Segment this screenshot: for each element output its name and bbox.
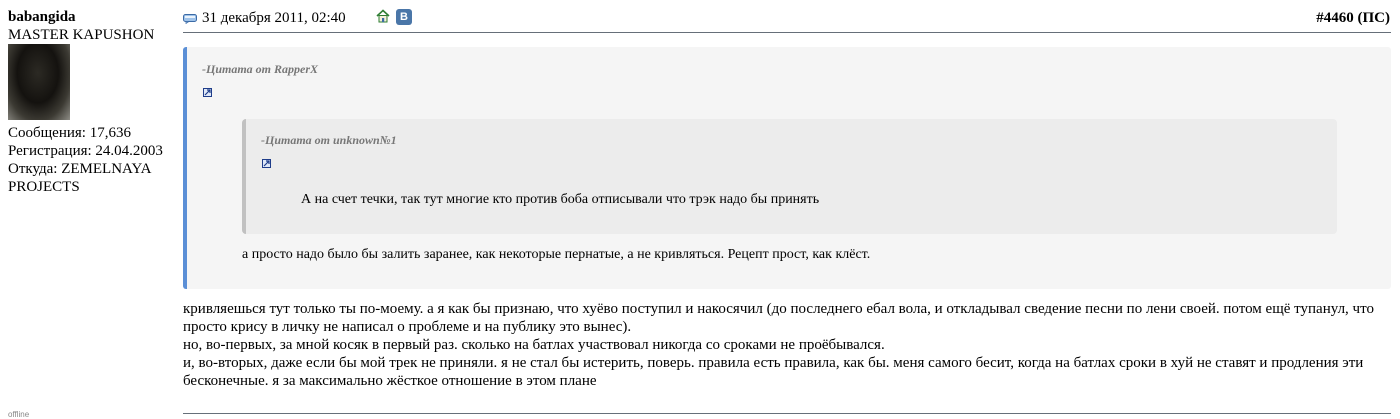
quote-outer	[183, 47, 1391, 289]
post-number[interactable]	[1316, 10, 1390, 27]
message-paragraph: но, во-первых, за мной косяк в первый раз. сколько на батлах участвовал никогда со сроками не проёбывался.	[183, 337, 885, 353]
quote-inner	[242, 119, 1337, 234]
username-link[interactable]: babangida	[8, 9, 76, 25]
post-header	[183, 8, 1391, 33]
view-post-icon[interactable]	[203, 88, 212, 97]
quote-text: а просто надо было бы залить заранее, как некоторые пернатые, а не кривляться. Рецепт прост, как клёст.	[242, 247, 871, 262]
message-paragraph: и, во-вторых, даже если бы мой трек не приняли. я не стал бы истерить, поверь. правила есть правила, как бы. меня самого бесит, когда на батлах сроки в хуй не ставят и продления эти бесконечные. я за максимально жёсткое отношение в этом плане	[183, 355, 1364, 389]
view-post-icon[interactable]	[262, 159, 271, 168]
avatar[interactable]	[8, 44, 70, 120]
user-title: MASTER KAPUSHON	[8, 27, 155, 43]
quote-author: -Цитата от RapperX	[202, 62, 319, 76]
post-number-suffix: (ПС)	[1357, 10, 1390, 26]
post-icon	[183, 12, 197, 22]
message-paragraph: кривляешься тут только ты по-моему. а я как бы признаю, что хуёво поступил и накосячил (до последнего ебал вола, и откладывал сведение песни по лени своей. потом ещё тупанул, что просто крису в личку не написал о проблеме и на публику это вынес).	[183, 301, 1374, 335]
post-number-link[interactable]: #4460	[1316, 10, 1354, 26]
user-info	[8, 8, 180, 196]
quote-author: -Цитата от unknown№1	[261, 133, 397, 147]
vk-icon[interactable]: В	[396, 9, 412, 25]
post-date: 31 декабря 2011, 02:40	[202, 10, 346, 26]
user-registration-date: Регистрация: 24.04.2003	[8, 143, 163, 159]
post-message	[183, 300, 1383, 390]
online-status: offline	[8, 410, 30, 419]
user-location: Откуда: ZEMELNAYA PROJECTS	[8, 161, 151, 195]
quote-text: А на счет течки, так тут многие кто против боба отписывали что трэк надо бы принять	[301, 192, 820, 207]
user-post-count: Сообщения: 17,636	[8, 125, 131, 141]
home-icon[interactable]	[376, 9, 390, 23]
post-divider	[183, 413, 1391, 414]
